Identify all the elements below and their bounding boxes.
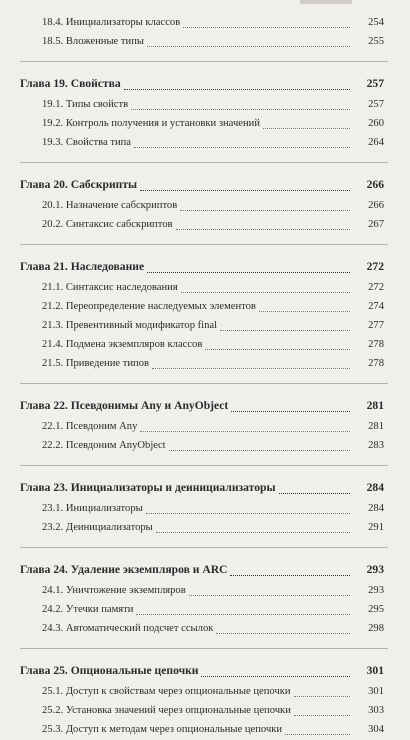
dot-leader bbox=[147, 46, 350, 47]
section-entry[interactable] bbox=[0, 96, 410, 115]
section-entry[interactable] bbox=[0, 437, 410, 456]
section-entry[interactable] bbox=[0, 620, 410, 639]
section-title: 25.2. Установка значений через опциональные цепочки bbox=[42, 705, 291, 716]
dot-leader bbox=[294, 715, 350, 716]
page-number: 272 bbox=[368, 282, 384, 293]
dot-leader bbox=[140, 190, 350, 191]
chapter-entry[interactable] bbox=[0, 479, 410, 500]
section-entry[interactable] bbox=[0, 33, 410, 52]
section-divider bbox=[20, 383, 388, 384]
dot-leader bbox=[156, 532, 350, 533]
section-entry[interactable] bbox=[0, 134, 410, 153]
dot-leader bbox=[220, 330, 350, 331]
dot-leader bbox=[263, 128, 350, 129]
section-title: 22.1. Псевдоним Any bbox=[42, 421, 138, 432]
dot-leader bbox=[259, 311, 350, 312]
section-title: 23.1. Инициализаторы bbox=[42, 503, 143, 514]
chapter-title: Глава 20. Сабскрипты bbox=[20, 178, 138, 191]
section-entry[interactable] bbox=[0, 279, 410, 298]
section-title: 21.3. Превентивный модификатор final bbox=[42, 320, 218, 331]
section-title: 24.3. Автоматический подсчет ссылок bbox=[42, 623, 214, 634]
section-entry[interactable] bbox=[0, 298, 410, 317]
chapter-title: Глава 21. Наследование bbox=[20, 260, 145, 273]
section-entry[interactable] bbox=[0, 721, 410, 740]
page-number: 257 bbox=[366, 77, 384, 90]
section-title: 25.1. Доступ к свойствам через опциональные цепочки bbox=[42, 686, 291, 697]
section-entry[interactable] bbox=[0, 336, 410, 355]
chapter-title: Глава 24. Удаление экземпляров и ARC bbox=[20, 563, 228, 576]
section-title: 21.5. Приведение типов bbox=[42, 358, 150, 369]
dot-leader bbox=[131, 109, 350, 110]
section-title: 19.1. Типы свойств bbox=[42, 99, 129, 110]
section-entry[interactable] bbox=[0, 683, 410, 702]
dot-leader bbox=[285, 734, 350, 735]
section-title: 21.1. Синтаксис наследования bbox=[42, 282, 178, 293]
section-title: 20.2. Синтаксис сабскриптов bbox=[42, 219, 173, 230]
page-number: 255 bbox=[368, 36, 384, 47]
page-number: 284 bbox=[368, 503, 384, 514]
dot-leader bbox=[279, 493, 350, 494]
chapter-title: Глава 22. Псевдонимы Any и AnyObject bbox=[20, 399, 229, 412]
section-title: 19.3. Свойства типа bbox=[42, 137, 132, 148]
page-number: 278 bbox=[368, 358, 384, 369]
section-entry[interactable] bbox=[0, 216, 410, 235]
dot-leader bbox=[183, 27, 350, 28]
page-number: 278 bbox=[368, 339, 384, 350]
section-entry[interactable] bbox=[0, 500, 410, 519]
section-entry[interactable] bbox=[0, 317, 410, 336]
dot-leader bbox=[176, 229, 350, 230]
section-title: 21.4. Подмена экземпляров классов bbox=[42, 339, 203, 350]
page-number: 266 bbox=[368, 200, 384, 211]
page-number: 284 bbox=[366, 481, 384, 494]
chapter-title: Глава 19. Свойства bbox=[20, 77, 121, 90]
section-divider bbox=[20, 648, 388, 649]
section-title: 22.2. Псевдоним AnyObject bbox=[42, 440, 166, 451]
dot-leader bbox=[140, 431, 350, 432]
page-number: 304 bbox=[368, 724, 384, 735]
chapter-entry[interactable] bbox=[0, 176, 410, 197]
page-number: 298 bbox=[368, 623, 384, 634]
page-number: 283 bbox=[368, 440, 384, 451]
chapter-entry[interactable] bbox=[0, 662, 410, 683]
page-number: 254 bbox=[368, 17, 384, 28]
dot-leader bbox=[136, 614, 350, 615]
page-number: 303 bbox=[368, 705, 384, 716]
section-divider bbox=[20, 61, 388, 62]
dot-leader bbox=[231, 411, 350, 412]
section-title: 20.1. Назначение сабскриптов bbox=[42, 200, 178, 211]
chapter-title: Глава 25. Опциональные цепочки bbox=[20, 664, 199, 677]
chapter-entry[interactable] bbox=[0, 75, 410, 96]
dot-leader bbox=[146, 513, 350, 514]
section-divider bbox=[20, 244, 388, 245]
page-number: 301 bbox=[366, 664, 384, 677]
dot-leader bbox=[201, 676, 350, 677]
page-number: 264 bbox=[368, 137, 384, 148]
page-number: 260 bbox=[368, 118, 384, 129]
page-number: 277 bbox=[368, 320, 384, 331]
section-title: 24.1. Уничтожение экземпляров bbox=[42, 585, 186, 596]
dot-leader bbox=[216, 633, 350, 634]
section-title: 25.3. Доступ к методам через опциональные цепочки bbox=[42, 724, 283, 735]
chapter-entry[interactable] bbox=[0, 258, 410, 279]
page-number: 272 bbox=[366, 260, 384, 273]
page-number: 281 bbox=[368, 421, 384, 432]
dot-leader bbox=[169, 450, 350, 451]
dot-leader bbox=[152, 368, 350, 369]
chapter-entry[interactable] bbox=[0, 561, 410, 582]
section-entry[interactable] bbox=[0, 601, 410, 620]
dot-leader bbox=[189, 595, 350, 596]
section-title: 21.2. Переопределение наследуемых элементов bbox=[42, 301, 256, 312]
dot-leader bbox=[294, 696, 350, 697]
section-divider bbox=[20, 162, 388, 163]
running-header-remnant bbox=[300, 0, 352, 4]
top-header-strip bbox=[0, 0, 410, 7]
chapter-title: Глава 23. Инициализаторы и деинициализаторы bbox=[20, 481, 276, 494]
section-title: 24.2. Утечки памяти bbox=[42, 604, 134, 615]
dot-leader bbox=[181, 292, 350, 293]
dot-leader bbox=[124, 89, 350, 90]
page-number: 281 bbox=[366, 399, 384, 412]
section-entry[interactable] bbox=[0, 519, 410, 538]
dot-leader bbox=[205, 349, 350, 350]
page-number: 293 bbox=[368, 585, 384, 596]
page-number: 301 bbox=[368, 686, 384, 697]
section-entry[interactable] bbox=[0, 355, 410, 374]
section-divider bbox=[20, 547, 388, 548]
chapter-entry[interactable] bbox=[0, 397, 410, 418]
section-entry[interactable] bbox=[0, 418, 410, 437]
page-number: 293 bbox=[366, 563, 384, 576]
section-title: 18.5. Вложенные типы bbox=[42, 36, 144, 47]
section-entry[interactable] bbox=[0, 197, 410, 216]
page-number: 274 bbox=[368, 301, 384, 312]
page-number: 291 bbox=[368, 522, 384, 533]
page-number: 295 bbox=[368, 604, 384, 615]
dot-leader bbox=[230, 575, 350, 576]
dot-leader bbox=[134, 147, 350, 148]
section-entry[interactable] bbox=[0, 702, 410, 721]
dot-leader bbox=[180, 210, 350, 211]
page-number: 266 bbox=[366, 178, 384, 191]
section-title: 18.4. Инициализаторы классов bbox=[42, 17, 181, 28]
section-title: 23.2. Деинициализаторы bbox=[42, 522, 153, 533]
page-number: 267 bbox=[368, 219, 384, 230]
page-number: 257 bbox=[368, 99, 384, 110]
section-entry[interactable] bbox=[0, 14, 410, 33]
section-entry[interactable] bbox=[0, 115, 410, 134]
section-divider bbox=[20, 465, 388, 466]
section-title: 19.2. Контроль получения и установки значений bbox=[42, 118, 260, 129]
dot-leader bbox=[147, 272, 350, 273]
table-of-contents bbox=[0, 14, 410, 740]
